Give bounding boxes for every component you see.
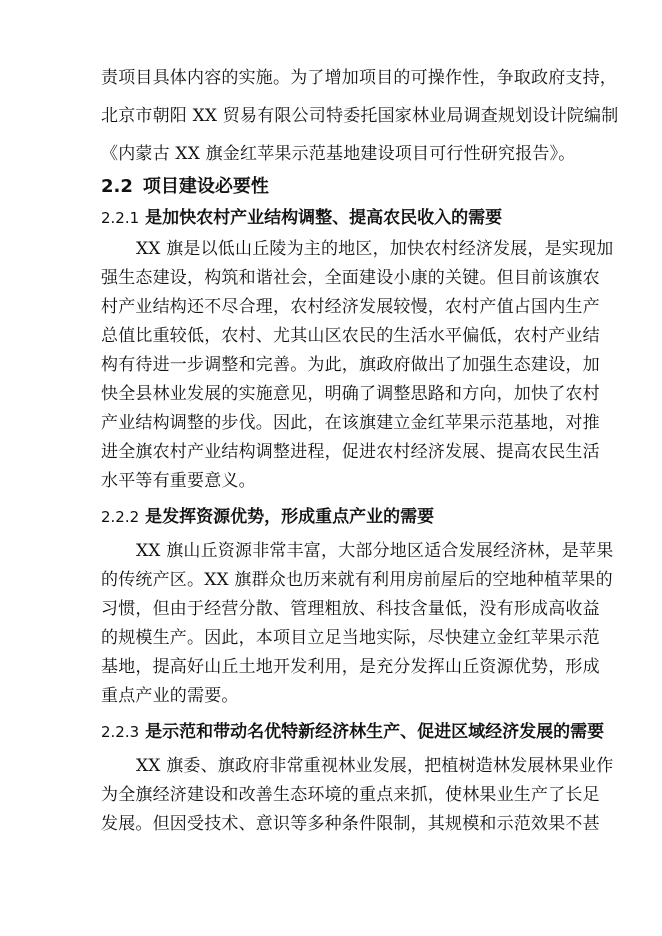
subsection-heading-2 [101, 506, 434, 528]
paragraph-2-line-4: 的规模生产。因此，本项目立足当地实际，尽快建立金红苹果示范 [101, 628, 600, 648]
paragraph-1-line-3: 村产业结构还不尽合理，农村经济发展较慢，农村产值占国内生产 [101, 297, 600, 317]
paragraph-2-line-3: 习惯，但由于经营分散、管理粗放、科技含量低，没有形成高收益 [101, 599, 600, 619]
paragraph-1-line-4: 总值比重较低，农村、尤其山区农民的生活水平偏低，农村产业结 [101, 326, 600, 346]
intro-line-3: 《内蒙古 XX 旗金红苹果示范基地建设项目可行性研究报告》。 [101, 144, 576, 164]
paragraph-3-line-1: XX 旗委、旗政府非常重视林业发展，把植树造林发展林果业作 [136, 756, 614, 776]
paragraph-2-line-5: 基地，提高好山丘土地开发利用，是充分发挥山丘资源优势，形成 [101, 657, 600, 677]
paragraph-1-line-6: 快全县林业发展的实施意见，明确了调整思路和方向，加快了农村 [101, 384, 600, 404]
paragraph-2-line-6: 重点产业的需要。 [101, 686, 239, 706]
paragraph-3-line-2: 为全旗经济建设和改善生态环境的重点来抓，使林果业生产了长足 [101, 785, 600, 805]
subsection-title-3: 是示范和带动名优特新经济林生产、促进区域经济发展的需要 [145, 722, 605, 742]
intro-line-1: 责项目具体内容的实施。为了增加项目的可操作性，争取政府支持， [101, 68, 617, 88]
paragraph-1-line-2: 强生态建设，构筑和谐社会，全面建设小康的关键。但目前该旗农 [101, 268, 600, 288]
paragraph-1-line-7: 产业结构调整的步伐。因此，在该旗建立金红苹果示范基地，对推 [101, 413, 600, 433]
section-title: 项目建设必要性 [142, 176, 269, 197]
section-heading [101, 176, 269, 198]
paragraph-3-line-3: 发展。但因受技术、意识等多种条件限制，其规模和示范效果不甚 [101, 814, 600, 834]
section-number: 2.2 [101, 176, 133, 197]
paragraph-2-line-1: XX 旗山丘资源非常丰富，大部分地区适合发展经济林，是苹果 [136, 541, 614, 561]
subsection-heading-1 [101, 207, 502, 229]
paragraph-2-line-2: 的传统产区。XX 旗群众也历来就有利用房前屋后的空地种植苹果的 [101, 570, 613, 590]
subsection-number-2: 2.2.2 [101, 508, 140, 526]
paragraph-1-line-5: 构有待进一步调整和完善。为此，旗政府做出了加强生态建设，加 [101, 355, 600, 375]
paragraph-1-line-1: XX 旗是以低山丘陵为主的地区，加快农村经济发展，是实现加 [136, 239, 614, 259]
subsection-title-2: 是发挥资源优势，形成重点产业的需要 [145, 507, 435, 527]
paragraph-1-line-9: 水平等有重要意义。 [101, 471, 256, 491]
intro-line-2: 北京市朝阳 XX 贸易有限公司特委托国家林业局调查规划设计院编制 [101, 106, 619, 126]
subsection-heading-3 [101, 721, 604, 743]
subsection-number-3: 2.2.3 [101, 723, 140, 741]
subsection-number-1: 2.2.1 [101, 209, 140, 227]
subsection-title-1: 是加快农村产业结构调整、提高农民收入的需要 [145, 208, 503, 228]
paragraph-1-line-8: 进全旗农村产业结构调整进程，促进农村经济发展、提高农民生活 [101, 442, 600, 462]
